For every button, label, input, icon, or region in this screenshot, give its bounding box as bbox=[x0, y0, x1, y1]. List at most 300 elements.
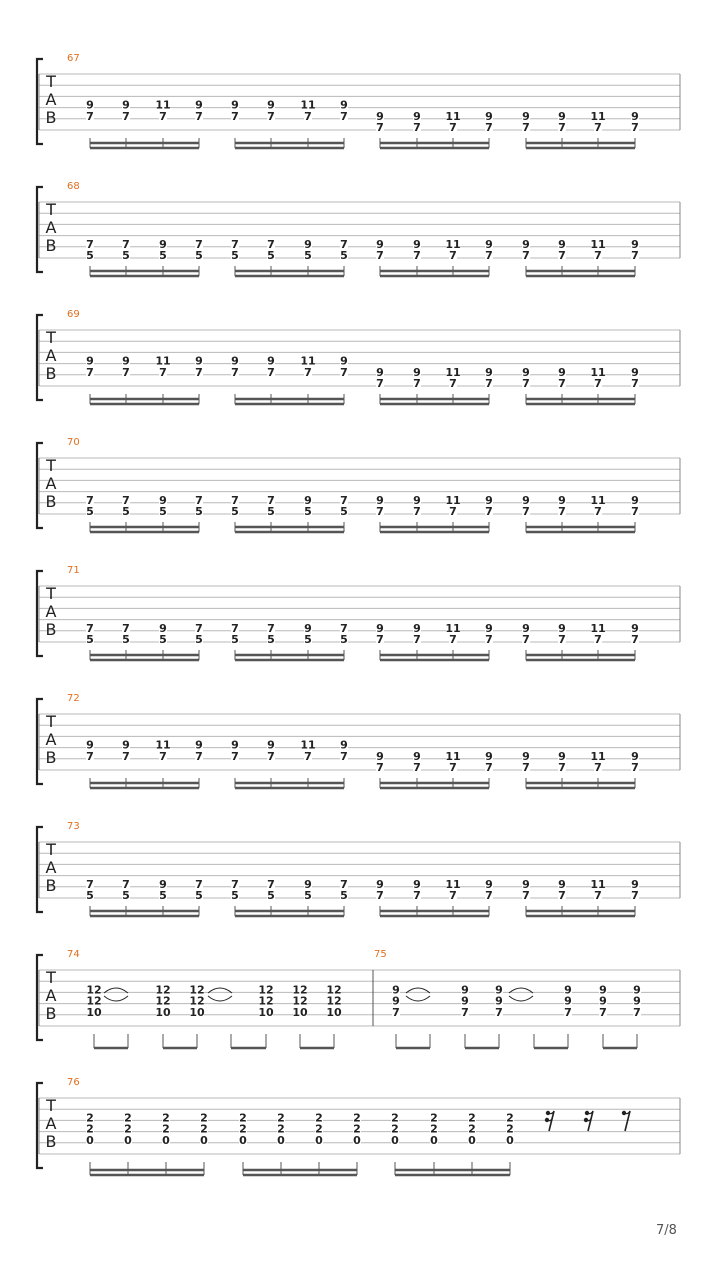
tab-clef-letter: A bbox=[45, 474, 57, 493]
tab-clef-letter: A bbox=[45, 1114, 57, 1133]
fret-number: 9 bbox=[461, 994, 469, 1008]
fret-number: 10 bbox=[258, 1005, 274, 1019]
fret-number: 5 bbox=[340, 505, 348, 518]
fret-number: 2 bbox=[200, 1111, 208, 1125]
fret-number: 7 bbox=[522, 249, 530, 262]
fret-number: 11 bbox=[445, 237, 461, 251]
fret-number: 11 bbox=[590, 621, 606, 635]
fret-number: 9 bbox=[392, 983, 400, 997]
fret-number: 2 bbox=[315, 1122, 323, 1136]
measure-number: 75 bbox=[374, 949, 387, 960]
fret-number: 9 bbox=[231, 354, 239, 368]
fret-number: 0 bbox=[315, 1133, 323, 1147]
fret-number: 9 bbox=[631, 749, 639, 763]
fret-number: 9 bbox=[231, 738, 239, 752]
tab-clef-letter: B bbox=[45, 1004, 57, 1023]
tab-clef-letter: A bbox=[45, 858, 57, 877]
fret-number: 7 bbox=[449, 633, 457, 646]
tab-clef-letter: B bbox=[45, 492, 57, 511]
fret-number: 9 bbox=[522, 365, 530, 379]
fret-number: 7 bbox=[231, 365, 239, 379]
fret-number: 9 bbox=[413, 365, 421, 379]
fret-number: 9 bbox=[558, 365, 566, 379]
tie-arc bbox=[406, 996, 430, 1001]
fret-number: 9 bbox=[631, 365, 639, 379]
tab-clef-letter: T bbox=[46, 712, 56, 731]
fret-number: 9 bbox=[485, 877, 493, 891]
fret-number: 7 bbox=[449, 505, 457, 518]
fret-number: 7 bbox=[86, 365, 94, 379]
fret-number: 7 bbox=[231, 749, 239, 763]
fret-number: 11 bbox=[300, 354, 316, 368]
fret-number: 9 bbox=[631, 621, 639, 635]
measure-number: 69 bbox=[67, 309, 80, 320]
fret-number: 5 bbox=[340, 633, 348, 646]
fret-number: 9 bbox=[413, 877, 421, 891]
fret-number: 2 bbox=[468, 1122, 476, 1136]
fret-number: 9 bbox=[633, 994, 641, 1008]
fret-number: 5 bbox=[122, 889, 130, 902]
fret-number: 5 bbox=[304, 889, 312, 902]
system-bracket bbox=[37, 59, 43, 144]
fret-number: 2 bbox=[239, 1122, 247, 1136]
fret-number: 10 bbox=[292, 1005, 308, 1019]
fret-number: 9 bbox=[564, 994, 572, 1008]
fret-number: 7 bbox=[558, 505, 566, 518]
fret-number: 7 bbox=[413, 377, 421, 390]
fret-number: 9 bbox=[631, 109, 639, 123]
fret-number: 5 bbox=[304, 633, 312, 646]
fret-number: 9 bbox=[195, 354, 203, 368]
fret-number: 12 bbox=[189, 994, 205, 1008]
fret-number: 7 bbox=[376, 249, 384, 262]
fret-number: 7 bbox=[485, 889, 493, 902]
fret-number: 2 bbox=[353, 1122, 361, 1136]
fret-number: 9 bbox=[631, 493, 639, 507]
fret-number: 9 bbox=[558, 877, 566, 891]
fret-number: 9 bbox=[376, 109, 384, 123]
measure-number: 71 bbox=[67, 565, 80, 576]
fret-number: 7 bbox=[376, 761, 384, 774]
system-bracket bbox=[37, 187, 43, 272]
fret-number: 7 bbox=[267, 621, 275, 635]
fret-number: 7 bbox=[86, 621, 94, 635]
fret-number: 7 bbox=[267, 877, 275, 891]
fret-number: 7 bbox=[631, 249, 639, 262]
fret-number: 7 bbox=[195, 621, 203, 635]
fret-number: 5 bbox=[267, 249, 275, 262]
fret-number: 12 bbox=[189, 983, 205, 997]
fret-number: 9 bbox=[340, 738, 348, 752]
fret-number: 11 bbox=[300, 738, 316, 752]
tab-clef-letter: T bbox=[46, 840, 56, 859]
fret-number: 7 bbox=[449, 761, 457, 774]
fret-number: 7 bbox=[449, 377, 457, 390]
fret-number: 7 bbox=[522, 121, 530, 134]
fret-number: 11 bbox=[445, 365, 461, 379]
fret-number: 7 bbox=[122, 109, 130, 123]
fret-number: 9 bbox=[495, 994, 503, 1008]
fret-number: 7 bbox=[558, 249, 566, 262]
fret-number: 7 bbox=[195, 109, 203, 123]
fret-number: 7 bbox=[340, 237, 348, 251]
system-bracket bbox=[37, 699, 43, 784]
fret-number: 7 bbox=[522, 761, 530, 774]
fret-number: 9 bbox=[558, 621, 566, 635]
fret-number: 9 bbox=[522, 621, 530, 635]
fret-number: 12 bbox=[292, 994, 308, 1008]
fret-number: 7 bbox=[631, 505, 639, 518]
fret-number: 7 bbox=[564, 1005, 572, 1019]
fret-number: 7 bbox=[195, 877, 203, 891]
fret-number: 9 bbox=[413, 493, 421, 507]
tie-arc bbox=[208, 996, 232, 1001]
fret-number: 0 bbox=[391, 1133, 399, 1147]
fret-number: 10 bbox=[86, 1005, 102, 1019]
fret-number: 2 bbox=[506, 1122, 514, 1136]
fret-number: 5 bbox=[86, 889, 94, 902]
fret-number: 9 bbox=[86, 738, 94, 752]
fret-number: 7 bbox=[594, 249, 602, 262]
tab-clef-letter: T bbox=[46, 328, 56, 347]
fret-number: 9 bbox=[413, 621, 421, 635]
fret-number: 7 bbox=[599, 1005, 607, 1019]
fret-number: 7 bbox=[631, 889, 639, 902]
fret-number: 5 bbox=[304, 505, 312, 518]
fret-number: 7 bbox=[594, 377, 602, 390]
fret-number: 7 bbox=[231, 621, 239, 635]
fret-number: 7 bbox=[231, 493, 239, 507]
tab-clef-letter: B bbox=[45, 108, 57, 127]
system-bracket bbox=[37, 443, 43, 528]
fret-number: 2 bbox=[277, 1122, 285, 1136]
fret-number: 0 bbox=[353, 1133, 361, 1147]
fret-number: 5 bbox=[340, 249, 348, 262]
fret-number: 7 bbox=[159, 749, 167, 763]
fret-number: 9 bbox=[392, 994, 400, 1008]
fret-number: 7 bbox=[376, 377, 384, 390]
fret-number: 9 bbox=[86, 354, 94, 368]
fret-number: 7 bbox=[86, 493, 94, 507]
fret-number: 7 bbox=[86, 749, 94, 763]
fret-number: 9 bbox=[522, 493, 530, 507]
fret-number: 9 bbox=[485, 749, 493, 763]
fret-number: 9 bbox=[159, 493, 167, 507]
fret-number: 9 bbox=[633, 983, 641, 997]
fret-number: 11 bbox=[445, 877, 461, 891]
fret-number: 5 bbox=[267, 633, 275, 646]
fret-number: 7 bbox=[631, 377, 639, 390]
fret-number: 7 bbox=[86, 237, 94, 251]
fret-number: 9 bbox=[195, 738, 203, 752]
fret-number: 7 bbox=[413, 761, 421, 774]
tab-clef-letter: T bbox=[46, 72, 56, 91]
fret-number: 5 bbox=[195, 249, 203, 262]
fret-number: 9 bbox=[558, 749, 566, 763]
fret-number: 12 bbox=[258, 983, 274, 997]
fret-number: 7 bbox=[485, 249, 493, 262]
fret-number: 7 bbox=[340, 365, 348, 379]
tab-clef-letter: B bbox=[45, 1132, 57, 1151]
fret-number: 12 bbox=[326, 983, 342, 997]
fret-number: 9 bbox=[413, 749, 421, 763]
fret-number: 11 bbox=[445, 621, 461, 635]
fret-number: 9 bbox=[558, 237, 566, 251]
fret-number: 12 bbox=[258, 994, 274, 1008]
fret-number: 9 bbox=[159, 237, 167, 251]
fret-number: 7 bbox=[159, 365, 167, 379]
tab-clef-letter: T bbox=[46, 584, 56, 603]
tab-clef-letter: B bbox=[45, 236, 57, 255]
fret-number: 5 bbox=[231, 249, 239, 262]
fret-number: 9 bbox=[522, 109, 530, 123]
fret-number: 7 bbox=[413, 505, 421, 518]
tab-clef-letter: A bbox=[45, 90, 57, 109]
fret-number: 2 bbox=[468, 1111, 476, 1125]
fret-number: 7 bbox=[231, 109, 239, 123]
fret-number: 10 bbox=[326, 1005, 342, 1019]
fret-number: 9 bbox=[159, 877, 167, 891]
fret-number: 5 bbox=[267, 505, 275, 518]
fret-number: 9 bbox=[304, 237, 312, 251]
fret-number: 9 bbox=[413, 109, 421, 123]
fret-number: 7 bbox=[231, 877, 239, 891]
fret-number: 0 bbox=[162, 1133, 170, 1147]
fret-number: 7 bbox=[195, 237, 203, 251]
fret-number: 2 bbox=[391, 1111, 399, 1125]
measure-number: 73 bbox=[67, 821, 80, 832]
fret-number: 7 bbox=[122, 237, 130, 251]
measure-number: 76 bbox=[67, 1077, 80, 1088]
fret-number: 9 bbox=[122, 98, 130, 112]
fret-number: 11 bbox=[445, 109, 461, 123]
fret-number: 7 bbox=[122, 877, 130, 891]
fret-number: 11 bbox=[445, 749, 461, 763]
fret-number: 11 bbox=[445, 493, 461, 507]
fret-number: 7 bbox=[558, 121, 566, 134]
fret-number: 5 bbox=[122, 505, 130, 518]
fret-number: 9 bbox=[631, 877, 639, 891]
fret-number: 7 bbox=[195, 749, 203, 763]
fret-number: 9 bbox=[376, 237, 384, 251]
system-bracket bbox=[37, 571, 43, 656]
fret-number: 5 bbox=[195, 505, 203, 518]
fret-number: 7 bbox=[376, 889, 384, 902]
fret-number: 11 bbox=[300, 98, 316, 112]
fret-number: 7 bbox=[485, 761, 493, 774]
fret-number: 11 bbox=[590, 493, 606, 507]
fret-number: 2 bbox=[315, 1111, 323, 1125]
fret-number: 9 bbox=[631, 237, 639, 251]
fret-number: 9 bbox=[122, 354, 130, 368]
fret-number: 7 bbox=[558, 377, 566, 390]
fret-number: 0 bbox=[506, 1133, 514, 1147]
tab-clef-letter: T bbox=[46, 456, 56, 475]
fret-number: 7 bbox=[122, 749, 130, 763]
fret-number: 9 bbox=[522, 749, 530, 763]
fret-number: 12 bbox=[155, 994, 171, 1008]
fret-number: 5 bbox=[231, 633, 239, 646]
fret-number: 9 bbox=[267, 738, 275, 752]
fret-number: 5 bbox=[267, 889, 275, 902]
fret-number: 2 bbox=[124, 1122, 132, 1136]
fret-number: 7 bbox=[522, 889, 530, 902]
fret-number: 12 bbox=[155, 983, 171, 997]
fret-number: 7 bbox=[231, 237, 239, 251]
fret-number: 7 bbox=[594, 761, 602, 774]
fret-number: 7 bbox=[340, 493, 348, 507]
fret-number: 2 bbox=[239, 1111, 247, 1125]
fret-number: 7 bbox=[449, 889, 457, 902]
fret-number: 5 bbox=[304, 249, 312, 262]
fret-number: 5 bbox=[195, 889, 203, 902]
fret-number: 9 bbox=[231, 98, 239, 112]
fret-number: 9 bbox=[564, 983, 572, 997]
tab-clef-letter: B bbox=[45, 748, 57, 767]
fret-number: 7 bbox=[267, 237, 275, 251]
fret-number: 5 bbox=[86, 505, 94, 518]
tie-arc bbox=[509, 996, 533, 1001]
fret-number: 7 bbox=[340, 877, 348, 891]
fret-number: 0 bbox=[124, 1133, 132, 1147]
fret-number: 11 bbox=[155, 354, 171, 368]
fret-number: 5 bbox=[86, 249, 94, 262]
fret-number: 7 bbox=[461, 1005, 469, 1019]
tie-arc bbox=[104, 996, 128, 1001]
system-bracket bbox=[37, 955, 43, 1040]
tab-clef-letter: B bbox=[45, 620, 57, 639]
fret-number: 9 bbox=[599, 994, 607, 1008]
tab-clef-letter: B bbox=[45, 876, 57, 895]
fret-number: 7 bbox=[594, 505, 602, 518]
fret-number: 5 bbox=[195, 633, 203, 646]
fret-number: 2 bbox=[162, 1111, 170, 1125]
fret-number: 5 bbox=[122, 249, 130, 262]
fret-number: 11 bbox=[590, 365, 606, 379]
fret-number: 7 bbox=[159, 109, 167, 123]
fret-number: 7 bbox=[558, 761, 566, 774]
fret-number: 7 bbox=[558, 633, 566, 646]
fret-number: 7 bbox=[195, 493, 203, 507]
fret-number: 7 bbox=[522, 377, 530, 390]
tab-clef-letter: A bbox=[45, 986, 57, 1005]
fret-number: 7 bbox=[304, 109, 312, 123]
fret-number: 11 bbox=[590, 237, 606, 251]
fret-number: 9 bbox=[376, 877, 384, 891]
fret-number: 7 bbox=[413, 889, 421, 902]
fret-number: 2 bbox=[200, 1122, 208, 1136]
fret-number: 7 bbox=[86, 877, 94, 891]
tab-clef-letter: B bbox=[45, 364, 57, 383]
fret-number: 0 bbox=[430, 1133, 438, 1147]
fret-number: 7 bbox=[522, 633, 530, 646]
fret-number: 9 bbox=[461, 983, 469, 997]
fret-number: 10 bbox=[155, 1005, 171, 1019]
fret-number: 11 bbox=[590, 109, 606, 123]
fret-number: 2 bbox=[162, 1122, 170, 1136]
fret-number: 2 bbox=[86, 1122, 94, 1136]
fret-number: 5 bbox=[231, 889, 239, 902]
fret-number: 9 bbox=[485, 365, 493, 379]
tab-clef-letter: T bbox=[46, 1096, 56, 1115]
fret-number: 7 bbox=[413, 633, 421, 646]
page-number: 7/8 bbox=[656, 1223, 677, 1238]
measure-number: 68 bbox=[67, 181, 80, 192]
fret-number: 9 bbox=[558, 493, 566, 507]
fret-number: 7 bbox=[122, 493, 130, 507]
fret-number: 7 bbox=[340, 749, 348, 763]
measure-number: 72 bbox=[67, 693, 80, 704]
fret-number: 5 bbox=[159, 249, 167, 262]
fret-number: 9 bbox=[376, 365, 384, 379]
fret-number: 12 bbox=[86, 994, 102, 1008]
fret-number: 7 bbox=[340, 109, 348, 123]
fret-number: 0 bbox=[277, 1133, 285, 1147]
fret-number: 7 bbox=[485, 121, 493, 134]
fret-number: 7 bbox=[267, 749, 275, 763]
fret-number: 7 bbox=[485, 377, 493, 390]
fret-number: 7 bbox=[485, 633, 493, 646]
fret-number: 2 bbox=[430, 1122, 438, 1136]
fret-number: 12 bbox=[326, 994, 342, 1008]
fret-number: 0 bbox=[468, 1133, 476, 1147]
fret-number: 9 bbox=[267, 354, 275, 368]
fret-number: 9 bbox=[340, 354, 348, 368]
fret-number: 9 bbox=[485, 109, 493, 123]
fret-number: 7 bbox=[485, 505, 493, 518]
fret-number: 11 bbox=[155, 98, 171, 112]
fret-number: 7 bbox=[304, 749, 312, 763]
fret-number: 5 bbox=[122, 633, 130, 646]
tab-clef-letter: T bbox=[46, 200, 56, 219]
fret-number: 7 bbox=[631, 761, 639, 774]
tab-clef-letter: T bbox=[46, 968, 56, 987]
fret-number: 7 bbox=[267, 365, 275, 379]
fret-number: 0 bbox=[86, 1133, 94, 1147]
fret-number: 7 bbox=[376, 633, 384, 646]
fret-number: 2 bbox=[124, 1111, 132, 1125]
fret-number: 5 bbox=[340, 889, 348, 902]
fret-number: 9 bbox=[376, 493, 384, 507]
fret-number: 9 bbox=[376, 621, 384, 635]
fret-number: 7 bbox=[392, 1005, 400, 1019]
fret-number: 5 bbox=[159, 889, 167, 902]
fret-number: 11 bbox=[155, 738, 171, 752]
fret-number: 7 bbox=[413, 121, 421, 134]
fret-number: 2 bbox=[506, 1111, 514, 1125]
fret-number: 7 bbox=[376, 121, 384, 134]
fret-number: 2 bbox=[277, 1111, 285, 1125]
fret-number: 7 bbox=[594, 633, 602, 646]
fret-number: 9 bbox=[522, 877, 530, 891]
measure-number: 74 bbox=[67, 949, 80, 960]
fret-number: 9 bbox=[304, 493, 312, 507]
fret-number: 12 bbox=[292, 983, 308, 997]
fret-number: 9 bbox=[413, 237, 421, 251]
fret-number: 9 bbox=[304, 877, 312, 891]
fret-number: 9 bbox=[86, 98, 94, 112]
fret-number: 11 bbox=[590, 749, 606, 763]
fret-number: 7 bbox=[267, 109, 275, 123]
fret-number: 7 bbox=[122, 621, 130, 635]
fret-number: 7 bbox=[449, 121, 457, 134]
fret-number: 7 bbox=[633, 1005, 641, 1019]
fret-number: 9 bbox=[195, 98, 203, 112]
fret-number: 9 bbox=[376, 749, 384, 763]
fret-number: 7 bbox=[594, 889, 602, 902]
system-bracket bbox=[37, 315, 43, 400]
fret-number: 0 bbox=[239, 1133, 247, 1147]
